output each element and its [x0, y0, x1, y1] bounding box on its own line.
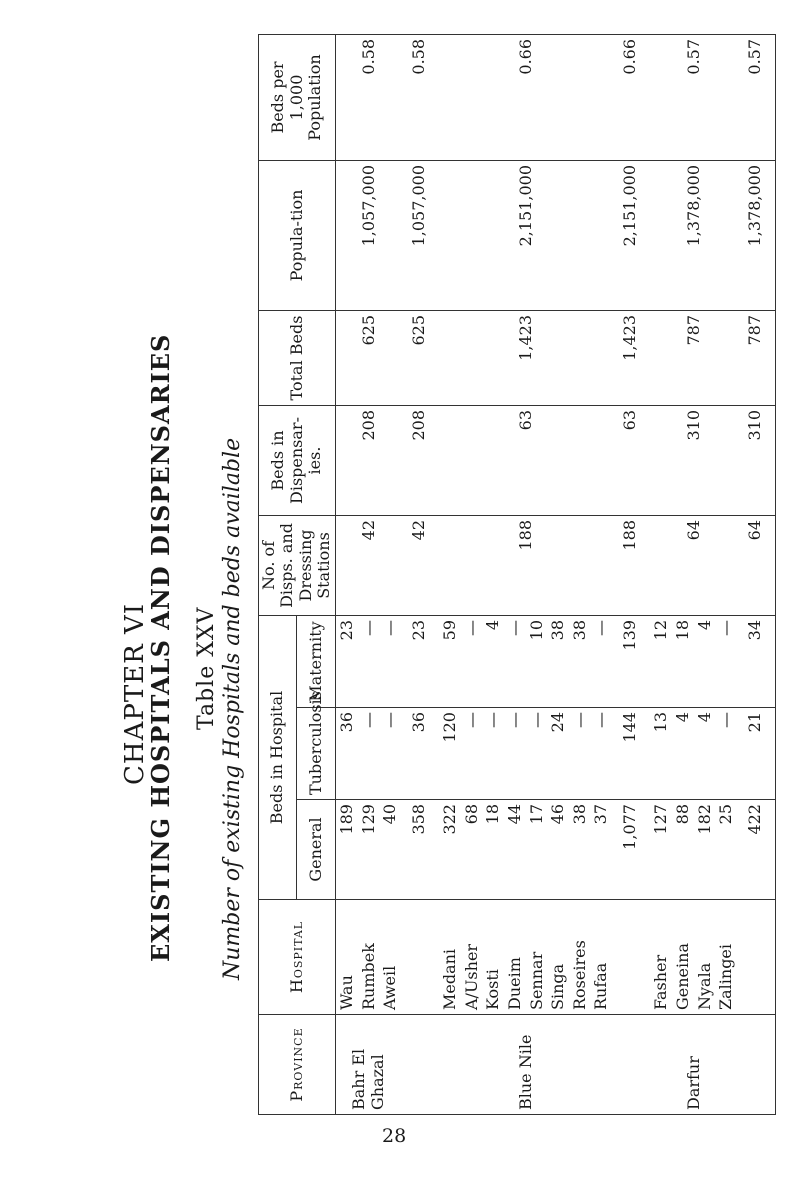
total-beds-per-1000-cell: 0.66	[612, 34, 650, 160]
header-hospital: Hospital	[259, 900, 336, 1015]
totals-row	[401, 34, 439, 1114]
hospital-cell: Singa	[547, 900, 569, 1015]
total-dispensary-beds-cell: 208	[401, 405, 439, 515]
beds-per-1000-cell: 0.58	[335, 34, 400, 160]
tuberculosis-beds-cell: —	[482, 708, 504, 800]
page-number: 28	[382, 1125, 407, 1147]
maternity-beds-cell: 38	[547, 615, 569, 707]
hospital-cell: Nyala	[693, 900, 715, 1015]
maternity-beds-cell: —	[460, 615, 482, 707]
total-population-cell: 2,151,000	[612, 160, 650, 310]
population-cell: 1,378,000	[650, 160, 737, 310]
section-title: EXISTING HOSPITALS AND DISPENSARIES	[146, 333, 175, 962]
header-total-beds: Total Beds	[259, 310, 336, 405]
general-beds-cell: 88	[672, 800, 694, 900]
grand-total-beds-cell: 787	[736, 310, 775, 405]
table-caption: Number of existing Hospitals and beds available	[220, 437, 245, 980]
total-tuberculosis-cell: 144	[612, 708, 650, 800]
grand-total-beds-cell: 1,423	[612, 310, 650, 405]
maternity-beds-cell: 12	[650, 615, 672, 707]
maternity-beds-cell: 4	[693, 615, 715, 707]
maternity-beds-cell: 4	[482, 615, 504, 707]
header-beds-per-1000: Beds per 1,000 Population	[259, 34, 336, 160]
header-general: General	[297, 800, 335, 900]
maternity-beds-cell: 38	[568, 615, 590, 707]
general-beds-cell: 46	[547, 800, 569, 900]
maternity-beds-cell: 10	[525, 615, 547, 707]
population-cell: 2,151,000	[439, 160, 612, 310]
hospital-cell: Medani	[439, 900, 461, 1015]
tuberculosis-beds-cell: —	[460, 708, 482, 800]
total-maternity-cell: 34	[736, 615, 775, 707]
tuberculosis-beds-cell: 13	[650, 708, 672, 800]
total-population-cell: 1,378,000	[736, 160, 775, 310]
hospital-cell: Roseires	[568, 900, 590, 1015]
maternity-beds-cell: —	[715, 615, 737, 707]
province-cell: Bahr El Ghazal	[335, 1015, 400, 1115]
tuberculosis-beds-cell: 120	[439, 708, 461, 800]
table-row	[439, 34, 461, 1114]
total-general-cell: 1,077	[612, 800, 650, 900]
hospital-cell: Rufaa	[590, 900, 612, 1015]
province-cell: Darfur	[650, 1015, 737, 1115]
header-beds-in-dispensaries: Beds in Dispensar-ies.	[259, 405, 336, 515]
total-tuberculosis-cell: 36	[401, 708, 439, 800]
total-general-cell: 422	[736, 800, 775, 900]
total-beds-cell: 625	[335, 310, 400, 405]
general-beds-cell: 18	[482, 800, 504, 900]
tuberculosis-beds-cell: —	[357, 708, 379, 800]
table-row	[650, 34, 672, 1114]
total-beds-per-1000-cell: 0.57	[736, 34, 775, 160]
hospital-cell: Sennar	[525, 900, 547, 1015]
total-tuberculosis-cell: 21	[736, 708, 775, 800]
header-disps-stations: No. of Disps. and Dressing Stations	[259, 515, 336, 615]
total-maternity-cell: 23	[401, 615, 439, 707]
dispensary-beds-cell: 63	[439, 405, 612, 515]
hospital-cell: Wau	[335, 900, 357, 1015]
total-disps-cell: 64	[736, 515, 775, 615]
tuberculosis-beds-cell: 4	[672, 708, 694, 800]
total-population-cell: 1,057,000	[401, 160, 439, 310]
total-beds-per-1000-cell: 0.58	[401, 34, 439, 160]
total-disps-cell: 42	[401, 515, 439, 615]
tuberculosis-beds-cell: 4	[693, 708, 715, 800]
chapter-heading: CHAPTER VI	[120, 602, 150, 785]
general-beds-cell: 38	[568, 800, 590, 900]
hospitals-table	[258, 34, 776, 1115]
tuberculosis-beds-cell: —	[525, 708, 547, 800]
tuberculosis-beds-cell: 36	[335, 708, 357, 800]
province-cell: Blue Nile	[439, 1015, 612, 1115]
hospital-cell: Dueim	[504, 900, 526, 1015]
totals-row	[612, 34, 650, 1114]
header-population: Popula-tion	[259, 160, 336, 310]
tuberculosis-beds-cell: —	[504, 708, 526, 800]
hospital-cell: Fasher	[650, 900, 672, 1015]
hospital-cell: A/Usher	[460, 900, 482, 1015]
maternity-beds-cell: 18	[672, 615, 694, 707]
general-beds-cell: 68	[460, 800, 482, 900]
table-label: Table XXV	[194, 606, 219, 730]
header-tuberculosis: Tuberculosis	[297, 708, 335, 800]
general-beds-cell: 127	[650, 800, 672, 900]
tuberculosis-beds-cell: —	[568, 708, 590, 800]
tuberculosis-beds-cell: —	[715, 708, 737, 800]
general-beds-cell: 40	[379, 800, 401, 900]
population-cell: 1,057,000	[335, 160, 400, 310]
header-maternity: Maternity	[297, 615, 335, 707]
table-body	[335, 34, 775, 1114]
tuberculosis-beds-cell: —	[379, 708, 401, 800]
general-beds-cell: 182	[693, 800, 715, 900]
beds-per-1000-cell: 0.57	[650, 34, 737, 160]
maternity-beds-cell: 59	[439, 615, 461, 707]
hospital-cell: Zalingei	[715, 900, 737, 1015]
total-disps-cell: 188	[612, 515, 650, 615]
total-beds-cell: 1,423	[439, 310, 612, 405]
disps-cell: 42	[335, 515, 400, 615]
general-beds-cell: 17	[525, 800, 547, 900]
hospital-cell: Aweil	[379, 900, 401, 1015]
maternity-beds-cell: —	[504, 615, 526, 707]
dispensary-beds-cell: 208	[335, 405, 400, 515]
maternity-beds-cell: —	[590, 615, 612, 707]
hospitals-table-container	[258, 35, 765, 1115]
general-beds-cell: 44	[504, 800, 526, 900]
header-beds-in-hospital: Beds in Hospital	[259, 615, 297, 899]
table-row	[335, 34, 357, 1114]
hospital-cell: Geneina	[672, 900, 694, 1015]
totals-row	[736, 34, 775, 1114]
dispensary-beds-cell: 310	[650, 405, 737, 515]
tuberculosis-beds-cell: 24	[547, 708, 569, 800]
total-maternity-cell: 139	[612, 615, 650, 707]
total-dispensary-beds-cell: 63	[612, 405, 650, 515]
header-province: Province	[259, 1015, 336, 1115]
total-dispensary-beds-cell: 310	[736, 405, 775, 515]
general-beds-cell: 25	[715, 800, 737, 900]
grand-total-beds-cell: 625	[401, 310, 439, 405]
hospital-cell: Kosti	[482, 900, 504, 1015]
general-beds-cell: 322	[439, 800, 461, 900]
maternity-beds-cell: —	[357, 615, 379, 707]
general-beds-cell: 129	[357, 800, 379, 900]
hospital-cell: Rumbek	[357, 900, 379, 1015]
general-beds-cell: 37	[590, 800, 612, 900]
maternity-beds-cell: 23	[335, 615, 357, 707]
general-beds-cell: 189	[335, 800, 357, 900]
disps-cell: 188	[439, 515, 612, 615]
total-general-cell: 358	[401, 800, 439, 900]
beds-per-1000-cell: 0.66	[439, 34, 612, 160]
total-beds-cell: 787	[650, 310, 737, 405]
disps-cell: 64	[650, 515, 737, 615]
maternity-beds-cell: —	[379, 615, 401, 707]
tuberculosis-beds-cell: —	[590, 708, 612, 800]
